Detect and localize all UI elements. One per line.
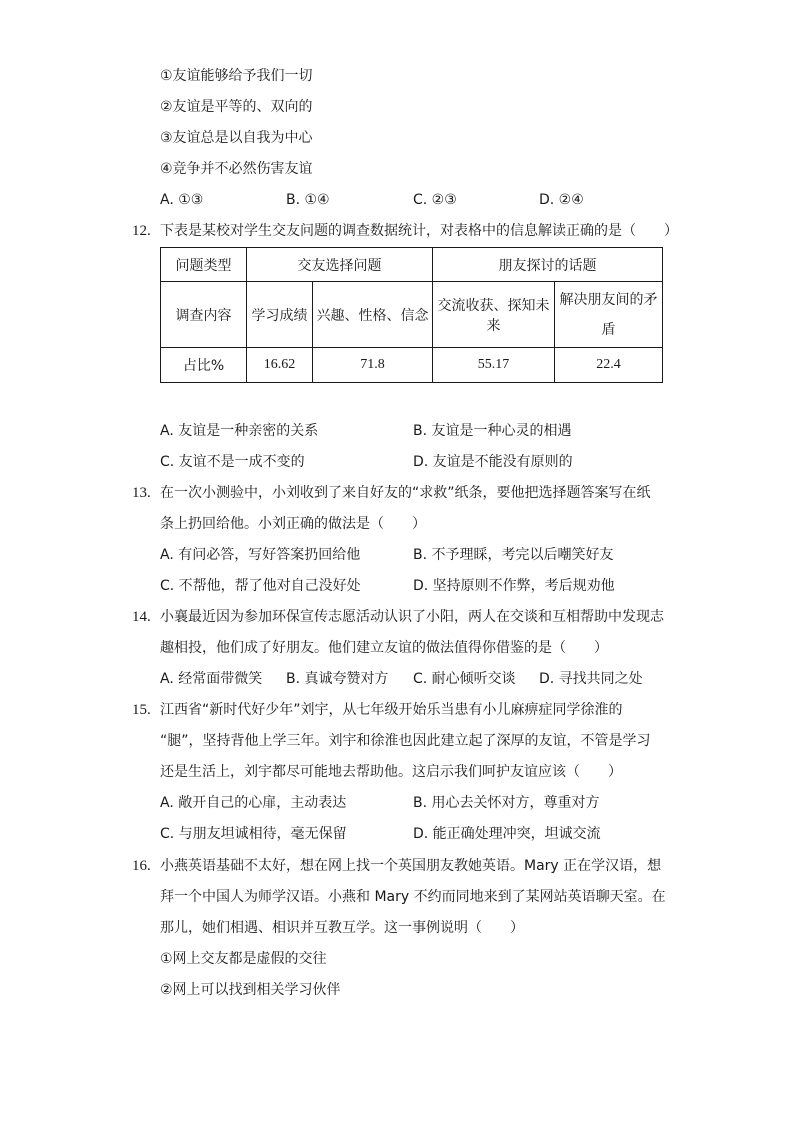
q12-stem: 下表是某校对学生交友问题的调查数据统计，对表格中的信息解读正确的是（ ）: [160, 223, 678, 239]
table-cell: 71.8: [313, 348, 433, 383]
q11-item-2: ②友谊是平等的、双向的: [160, 99, 313, 115]
q12-option-b: B. 友谊是一种心灵的相遇: [413, 423, 572, 439]
q11-item-3: ③友谊总是以自我为中心: [160, 130, 313, 146]
table-header-row: [161, 248, 663, 282]
table-cell: 占比%: [161, 348, 247, 383]
q16-stem-line-1: 小燕英语基础不太好，想在网上找一个英国朋友教她英语。Mary 正在学汉语，想: [160, 858, 662, 874]
q15-option-b: B. 用心去关怀对方，尊重对方: [413, 795, 600, 811]
q14-stem-line-1: 小襄最近因为参加环保宣传志愿活动认识了小阳，两人在交谈和互相帮助中发现志: [160, 609, 664, 625]
q13-stem-line-1: 在一次小测验中，小刘收到了来自好友的“求救”纸条，要他把选择题答案写在纸: [160, 485, 651, 501]
table-cell: 学习成绩: [247, 282, 313, 348]
q16-stem-line-3: 那儿，她们相遇、相识并互教互学。这一事例说明（ ）: [160, 920, 524, 936]
table-cell: 交流收获、探知未来: [433, 282, 555, 348]
q11-option-b: B. ①④: [286, 192, 330, 208]
q15-option-c: C. 与朋友坦诚相待，毫无保留: [160, 826, 347, 842]
q13-option-a: A. 有问必答，写好答案扔回给他: [160, 547, 361, 563]
q12-option-d: D. 友谊是不能没有原则的: [413, 454, 573, 470]
q13-option-c: C. 不帮他，帮了他对自己没好处: [160, 578, 361, 594]
q14-stem-line-2: 趣相投，他们成了好朋友。他们建立友谊的做法值得你借鉴的是（ ）: [160, 640, 608, 656]
q13-option-b: B. 不予理睬，考完以后嘲笑好友: [413, 547, 614, 563]
q15-number: 15.: [132, 702, 151, 718]
q11-option-c: C. ②③: [413, 192, 457, 208]
q13-number: 13.: [132, 485, 151, 501]
table-cell: 16.62: [247, 348, 313, 383]
table-cell: 交友选择问题: [247, 248, 433, 282]
q14-number: 14.: [132, 609, 151, 625]
q15-stem-line-3: 还是生活上，刘宇都尽可能地去帮助他。这启示我们呵护友谊应该（ ）: [160, 764, 622, 780]
q11-item-1: ①友谊能够给予我们一切: [160, 68, 313, 84]
table-subheader-row: [161, 282, 663, 348]
q11-option-a: A. ①③: [160, 192, 204, 208]
q15-stem-line-1: 江西省“新时代好少年”刘宇，从七年级开始乐当患有小儿麻痹症同学徐淮的: [160, 702, 623, 718]
q16-number: 16.: [132, 858, 151, 874]
q12-option-a: A. 友谊是一种亲密的关系: [160, 423, 319, 439]
q16-item-2: ②网上可以找到相关学习伙伴: [160, 982, 341, 998]
q13-option-d: D. 坚持原则不作弊，考后规劝他: [413, 578, 615, 594]
q14-option-b: B. 真诚夸赞对方: [286, 671, 389, 687]
table-cell: 55.17: [433, 348, 555, 383]
q15-stem-line-2: “腿”，坚持背他上学三年。刘宇和徐淮也因此建立起了深厚的友谊，不管是学习: [160, 733, 651, 749]
table-cell: 兴趣、性格、信念: [313, 282, 433, 348]
table-data-row: [161, 348, 663, 383]
q11-item-4: ④竞争并不必然伤害友谊: [160, 161, 313, 177]
table-cell: 问题类型: [161, 248, 247, 282]
q13-stem-line-2: 条上扔回给他。小刘正确的做法是（ ）: [160, 516, 426, 532]
q12-option-c: C. 友谊不是一成不变的: [160, 454, 305, 470]
table-cell: 22.4: [555, 348, 663, 383]
q14-option-a: A. 经常面带微笑: [160, 671, 263, 687]
q14-option-d: D. 寻找共同之处: [539, 671, 643, 687]
q11-option-d: D. ②④: [539, 192, 584, 208]
q15-option-d: D. 能正确处理冲突，坦诚交流: [413, 826, 601, 842]
q16-item-1: ①网上交友都是虚假的交往: [160, 951, 327, 967]
survey-table: [160, 247, 663, 383]
q15-option-a: A. 敞开自己的心扉，主动表达: [160, 795, 347, 811]
table-cell: 解决朋友间的矛盾: [555, 282, 663, 348]
q16-stem-line-2: 拜一个中国人为师学汉语。小燕和 Mary 不约而同地来到了某网站英语聊天室。在: [160, 889, 666, 905]
q12-number: 12.: [132, 223, 151, 239]
table-cell: 调查内容: [161, 282, 247, 348]
table-cell: 朋友探讨的话题: [433, 248, 663, 282]
q14-option-c: C. 耐心倾听交谈: [413, 671, 516, 687]
